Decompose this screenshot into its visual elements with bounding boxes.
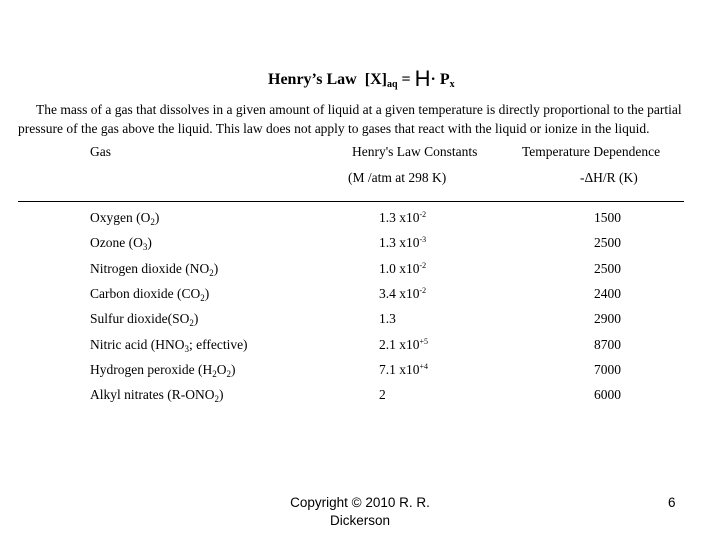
temperature-dependence-value: 6000 — [594, 387, 621, 403]
equation-pressure-subscript: x — [449, 79, 455, 90]
gas-name — [90, 387, 223, 404]
gas-name-subscript: 2 — [209, 267, 214, 278]
henry-constant-value — [379, 261, 426, 277]
gas-name-text: ; effective) — [188, 336, 248, 352]
henry-constant-mantissa: 3.4 x10 — [379, 285, 420, 301]
table-row — [0, 337, 720, 359]
gas-name — [90, 235, 152, 252]
gas-name-text: ) — [230, 361, 236, 377]
henry-constant-mantissa: 7.1 x10 — [379, 361, 420, 377]
temperature-dependence-value: 2900 — [594, 311, 621, 327]
henry-constant-mantissa: 1.0 x10 — [379, 260, 420, 276]
henry-constant-value — [379, 311, 396, 327]
henry-constant-value — [379, 235, 426, 251]
gas-name — [90, 210, 159, 227]
gas-name-text: ) — [218, 387, 224, 403]
title-label: Henry’s Law — [268, 71, 357, 88]
gas-name — [90, 261, 218, 278]
slide-title — [268, 66, 455, 92]
henry-constant-value — [379, 210, 426, 226]
table-row — [0, 286, 720, 308]
table-row — [0, 362, 720, 384]
gas-name — [90, 337, 248, 354]
henry-constant-mantissa: 1.3 x10 — [379, 235, 420, 251]
equation-lhs: [X] — [364, 71, 387, 88]
henry-constant-mantissa: 2 — [379, 387, 386, 403]
equation-equals: = — [401, 71, 411, 88]
henry-constant-value — [379, 362, 428, 378]
temperature-dependence-value: 2500 — [594, 260, 621, 276]
table-row — [0, 261, 720, 283]
column-header-gas: Gas — [90, 144, 111, 159]
equation-lhs-subscript: aq — [386, 79, 398, 90]
gas-name — [90, 286, 209, 303]
gas-name — [90, 362, 235, 379]
gas-name-subscript: 3 — [142, 242, 148, 253]
column-header-constants: Henry's Law Constants — [352, 144, 478, 159]
gas-name-text: ) — [213, 260, 219, 276]
copyright-line-2: Dickerson — [329, 513, 391, 528]
henry-constant-mantissa: 1.3 — [379, 311, 396, 327]
gas-name-text: Oxygen (O — [90, 210, 151, 225]
henry-constant-exponent: -2 — [419, 210, 427, 219]
gas-name-subscript: 2 — [189, 318, 194, 329]
henry-constant-exponent: +5 — [419, 336, 429, 346]
henry-constant-exponent: +4 — [419, 361, 429, 371]
equation-pressure: P — [439, 71, 450, 88]
henry-constant-value — [379, 387, 386, 403]
law-description: The mass of a gas that dissolves in a given amount of liquid at a given temperature is directly proportional to the partial pressure of the gas above the liquid. This law does not apply to gases that react with the liquid or ionize in the liquid. — [18, 102, 682, 136]
gas-name-subscript: 2 — [226, 368, 231, 379]
henry-constant-mantissa: 2.1 x10 — [379, 336, 420, 352]
gas-name-subscript: 2 — [214, 394, 219, 405]
column-header-temperature-units: -ΔH/R (K) — [580, 170, 638, 185]
gas-name-text: Hydrogen peroxide (H — [90, 361, 213, 377]
gas-name-text: ) — [193, 311, 199, 327]
page-number: 6 — [668, 495, 676, 510]
temperature-dependence-value: 2500 — [594, 235, 621, 251]
copyright-line-1: Copyright © 2010 R. R. — [290, 495, 430, 510]
gas-name-subscript: 2 — [200, 292, 205, 303]
equation-henry-constant: H — [414, 66, 431, 91]
equation-dot: · — [430, 71, 436, 88]
henry-constant-exponent: -3 — [419, 235, 427, 245]
henry-constant-mantissa: 1.3 x10 — [379, 210, 420, 225]
column-header-temperature: Temperature Dependence — [522, 144, 661, 159]
gas-name-text: Nitrogen dioxide (NO — [90, 260, 210, 276]
temperature-dependence-value: 8700 — [594, 336, 621, 352]
gas-name — [90, 311, 198, 328]
gas-name-subscript: 3 — [184, 343, 189, 354]
gas-name-subscript: 2 — [150, 217, 155, 227]
gas-name-subscript: 2 — [212, 368, 217, 379]
header-divider — [18, 201, 684, 202]
gas-name-text: ) — [204, 285, 210, 301]
table-row — [0, 387, 720, 409]
gas-name-text: Sulfur dioxide(SO — [90, 311, 190, 327]
temperature-dependence-value: 7000 — [594, 361, 621, 377]
gas-name-text: Ozone (O — [90, 235, 143, 251]
gas-name-text: Alkyl nitrates (R-ONO — [90, 387, 215, 403]
temperature-dependence-value: 2400 — [594, 285, 621, 301]
henry-constant-exponent: -2 — [419, 260, 427, 270]
gas-name-text: O — [216, 361, 227, 377]
gas-name-text: ) — [147, 235, 152, 251]
gas-name-text: ) — [154, 210, 160, 225]
henry-constant-value — [379, 286, 426, 302]
table-row — [0, 210, 720, 232]
temperature-dependence-value: 1500 — [594, 210, 621, 225]
table-row — [0, 235, 720, 257]
column-header-constants-units: (M /atm at 298 K) — [348, 170, 447, 185]
gas-name-text: Nitric acid (HNO — [90, 336, 185, 352]
henry-constant-exponent: -2 — [419, 285, 427, 295]
copyright-footer — [270, 494, 450, 530]
henry-constant-value — [379, 337, 428, 353]
gas-name-text: Carbon dioxide (CO — [90, 285, 201, 301]
table-row — [0, 311, 720, 333]
